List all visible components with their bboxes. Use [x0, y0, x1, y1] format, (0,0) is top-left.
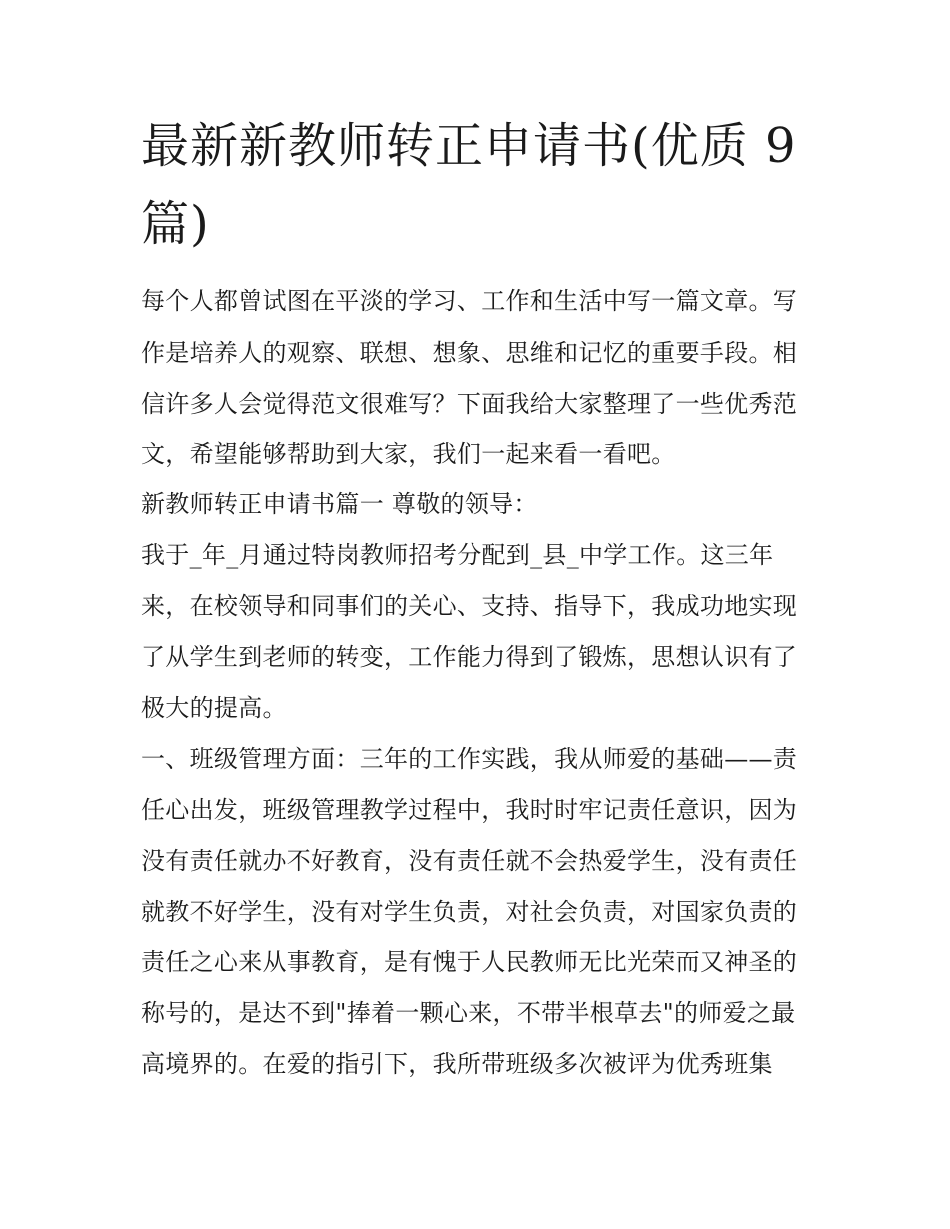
body-line-3: 信许多人会觉得范文很难写？下面我给大家整理了一些优秀范: [141, 390, 798, 418]
body-line-6: 我于_年_月通过特岗教师招考分配到_县_中学工作。这三年: [141, 541, 774, 569]
body-line-15: 称号的，是达不到"捧着一颗心来，不带半根草去"的师爱之最: [141, 999, 796, 1027]
body-line-7: 来，在校领导和同事们的关心、支持、指导下，我成功地实现: [141, 592, 798, 620]
body-line-4: 文，希望能够帮助到大家，我们一起来看一看吧。: [141, 440, 676, 468]
document-title-line-1: 最新新教师转正申请书(优质 9: [141, 118, 797, 174]
body-line-14: 责任之心来从事教育，是有愧于人民教师无比光荣而又神圣的: [141, 948, 798, 976]
document-title-line-2: 篇): [141, 196, 210, 252]
body-line-2: 作是培养人的观察、联想、想象、思维和记忆的重要手段。相: [141, 339, 798, 367]
body-line-13: 就教不好学生，没有对学生负责，对社会负责，对国家负责的: [141, 898, 798, 926]
body-line-12: 没有责任就办不好教育，没有责任就不会热爱学生，没有责任: [141, 847, 798, 875]
body-line-16: 高境界的。在爱的指引下，我所带班级多次被评为优秀班集: [141, 1050, 773, 1078]
body-line-10: 一、班级管理方面：三年的工作实践，我从师爱的基础——责: [141, 745, 798, 773]
body-line-9: 极大的提高。: [141, 694, 287, 722]
body-line-11: 任心出发，班级管理教学过程中，我时时牢记责任意识，因为: [141, 796, 798, 824]
section-heading: 新教师转正申请书篇一 尊敬的领导：: [141, 490, 538, 518]
body-line-1: 每个人都曾试图在平淡的学习、工作和生活中写一篇文章。写: [141, 287, 798, 315]
body-line-8: 了从学生到老师的转变，工作能力得到了锻炼，思想认识有了: [141, 643, 798, 671]
